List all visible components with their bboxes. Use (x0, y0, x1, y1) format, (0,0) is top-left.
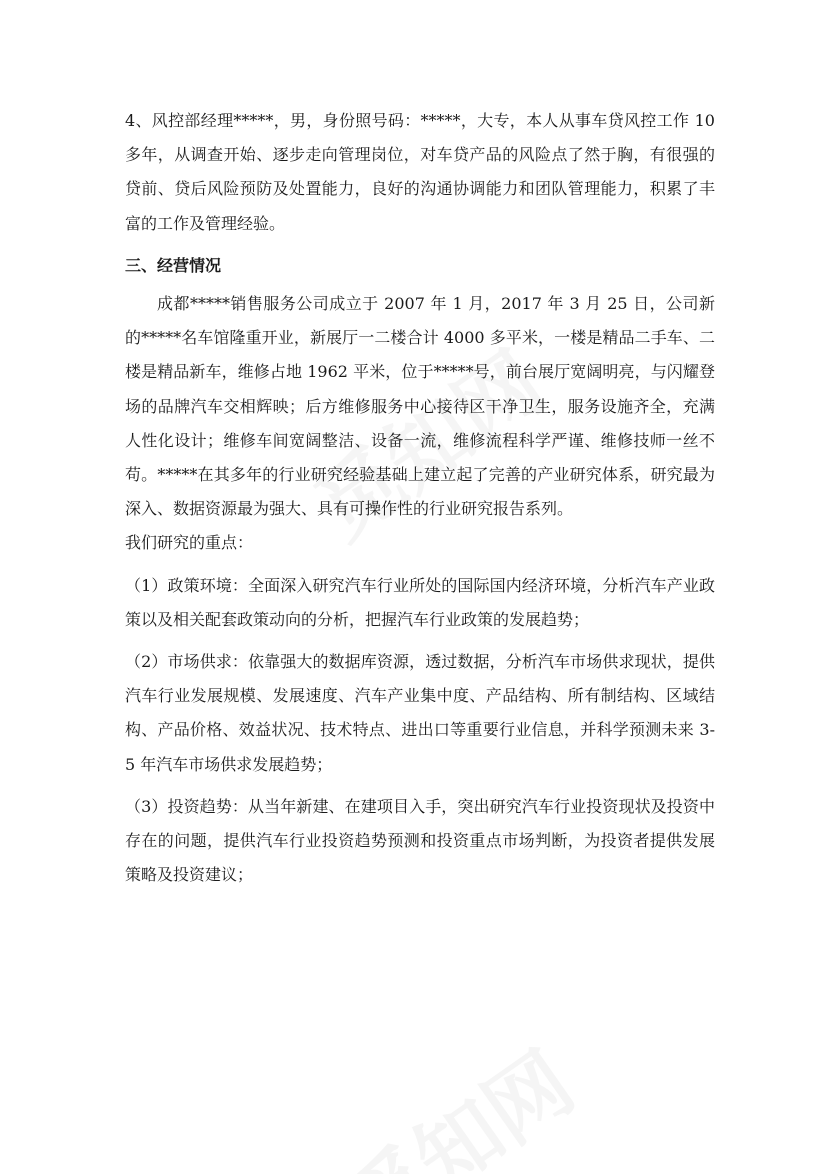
watermark-lower (318, 1019, 594, 1174)
paragraph-focus-title: 我们研究的重点： (125, 533, 254, 553)
focus-item-market: （2）市场供求：依靠强大的数据库资源，透过数据，分析汽车市场供求现状，提供汽车行业发展规模、发展速度、汽车产业集中度、产品结构、所有制结构、区域结构、产品价格、效益状况、技术特点、进出口等重要行业信息，并科学预测未来 3-5 年汽车市场供求发展趋势； (125, 652, 715, 774)
section-heading-operations: 三、经营情况 (125, 255, 222, 275)
paragraph-risk-manager: 4、风控部经理*****，男，身份照号码：*****，大专，本人从事车贷风控工作 10 多年，从调查开始、逐步走向管理岗位，对车贷产品的风险点了然于胸，有很强的贷前、贷后风险预防及处置能力，良好的沟通协调能力和团队管理能力，积累了丰富的工作及管理经验。 (125, 111, 715, 233)
focus-item-investment: （3）投资趋势：从当年新建、在建项目入手，突出研究汽车行业投资现状及投资中存在的问题，提供汽车行业投资趋势预测和投资重点市场判断，为投资者提供发展策略及投资建议； (125, 796, 715, 885)
document-body (125, 104, 715, 892)
focus-item-policy: （1）政策环境：全面深入研究汽车行业所处的国际国内经济环境，分析汽车产业政策以及相关配套政策动向的分析，把握汽车行业政策的发展趋势； (125, 575, 715, 629)
paragraph-company-overview: 成都*****销售服务公司成立于 2007 年 1 月，2017 年 3 月 25 日，公司新的*****名车馆隆重开业，新展厅一二楼合计 4000 多平米，一楼是精品二手车、二楼是精品新车，维修占地 1962 平米，位于*****号，前台展厅宽阔明亮，与闪耀登场的品牌汽车交相辉映；后方维修服务中心接待区干净卫生，服务设施齐全，充满人性化设计；维修车间宽阔整洁、设备一流，维修流程科学严谨、维修技师一丝不苟。*****在其多年的行业研究经验基础上建立起了完善的产业研究体系，研究最为深入、数据资源最为强大、具有可操作性的行业研究报告系列。 (125, 294, 715, 519)
